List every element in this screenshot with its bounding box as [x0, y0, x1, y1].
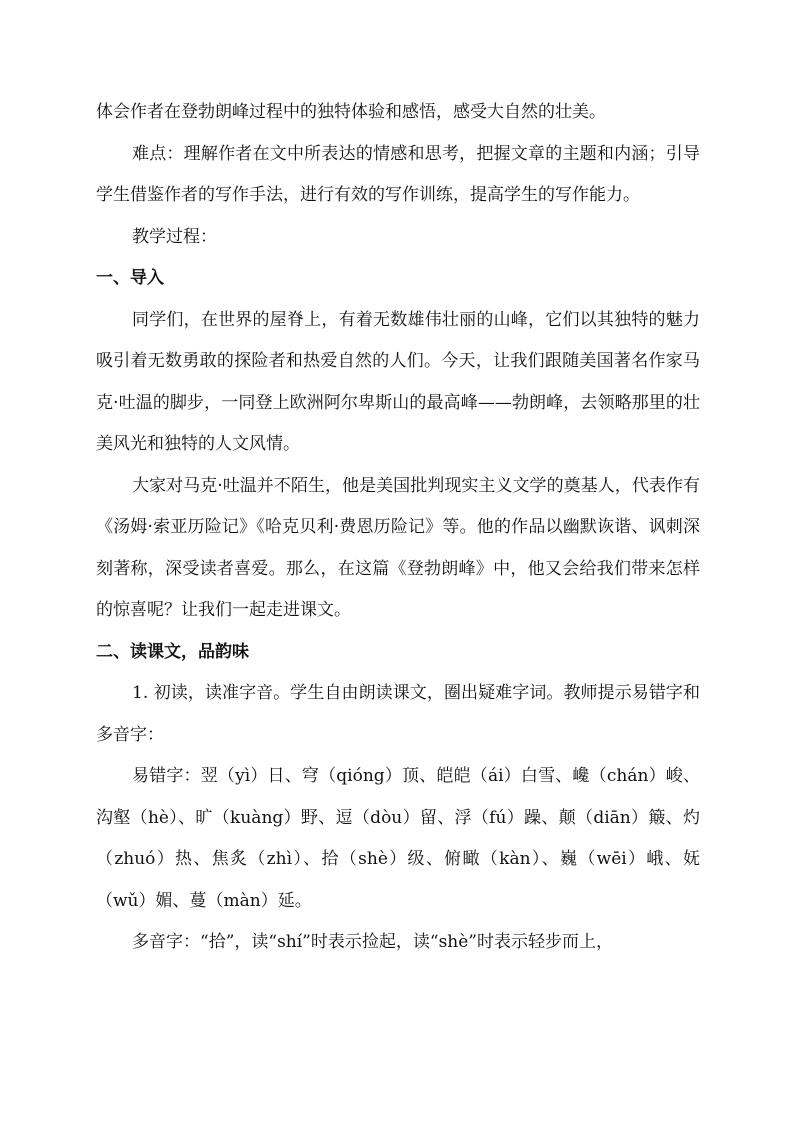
section-heading-intro: 一、导入	[96, 268, 164, 288]
paragraph-goal: 体会作者在登勃朗峰过程中的独特体验和感悟，感受大自然的壮美。	[96, 102, 606, 122]
paragraph-polyphones: 多音字：“拾”，读“shí”时表示捡起，读“shè”时表示轻步而上，	[132, 932, 613, 952]
paragraph-intro-2: 大家对马克·吐温并不陌生，他是美国批判现实主义文学的奠基人，代表作有《汤姆·索亚历险记》《哈克贝利·费恩历险记》等。他的作品以幽默诙谐、讽刺深刻著称，深受读者喜爱。那么，在这篇《登勃朗峰》中，他又会给我们带来怎样的惊喜呢？让我们一起走进课文。	[96, 475, 700, 620]
paragraph-difficulty: 难点：理解作者在文中所表达的情感和思考，把握文章的主题和内涵；引导学生借鉴作者的写作手法，进行有效的写作训练，提高学生的写作能力。	[96, 143, 700, 205]
document-page	[96, 92, 700, 964]
paragraph-process-label: 教学过程：	[132, 226, 217, 247]
paragraph-confusable-chars: 易错字：翌（yì）日、穹（qióng）顶、皑皑（ái）白雪、巉（chán）峻、沟壑（hè）、旷（kuàng）野、逗（dòu）留、浮（fú）躁、颠（diān）簸、灼（zhuó）热、焦炙（zhì）、拾（shè）级、俯瞰（kàn）、巍（wēi）峨、妩（wǔ）媚、蔓（màn）延。	[96, 766, 700, 911]
paragraph-first-reading: 1. 初读，读准字音。学生自由朗读课文，圈出疑难字词。教师提示易错字和多音字：	[96, 683, 700, 745]
section-heading-reading: 二、读课文，品韵味	[96, 641, 249, 662]
paragraph-intro-1: 同学们，在世界的屋脊上，有着无数雄伟壮丽的山峰，它们以其独特的魅力吸引着无数勇敢的探险者和热爱自然的人们。今天，让我们跟随美国著名作家马克·吐温的脚步，一同登上欧洲阿尔卑斯山的最高峰——勃朗峰，去领略那里的壮美风光和独特的人文风情。	[96, 309, 700, 454]
